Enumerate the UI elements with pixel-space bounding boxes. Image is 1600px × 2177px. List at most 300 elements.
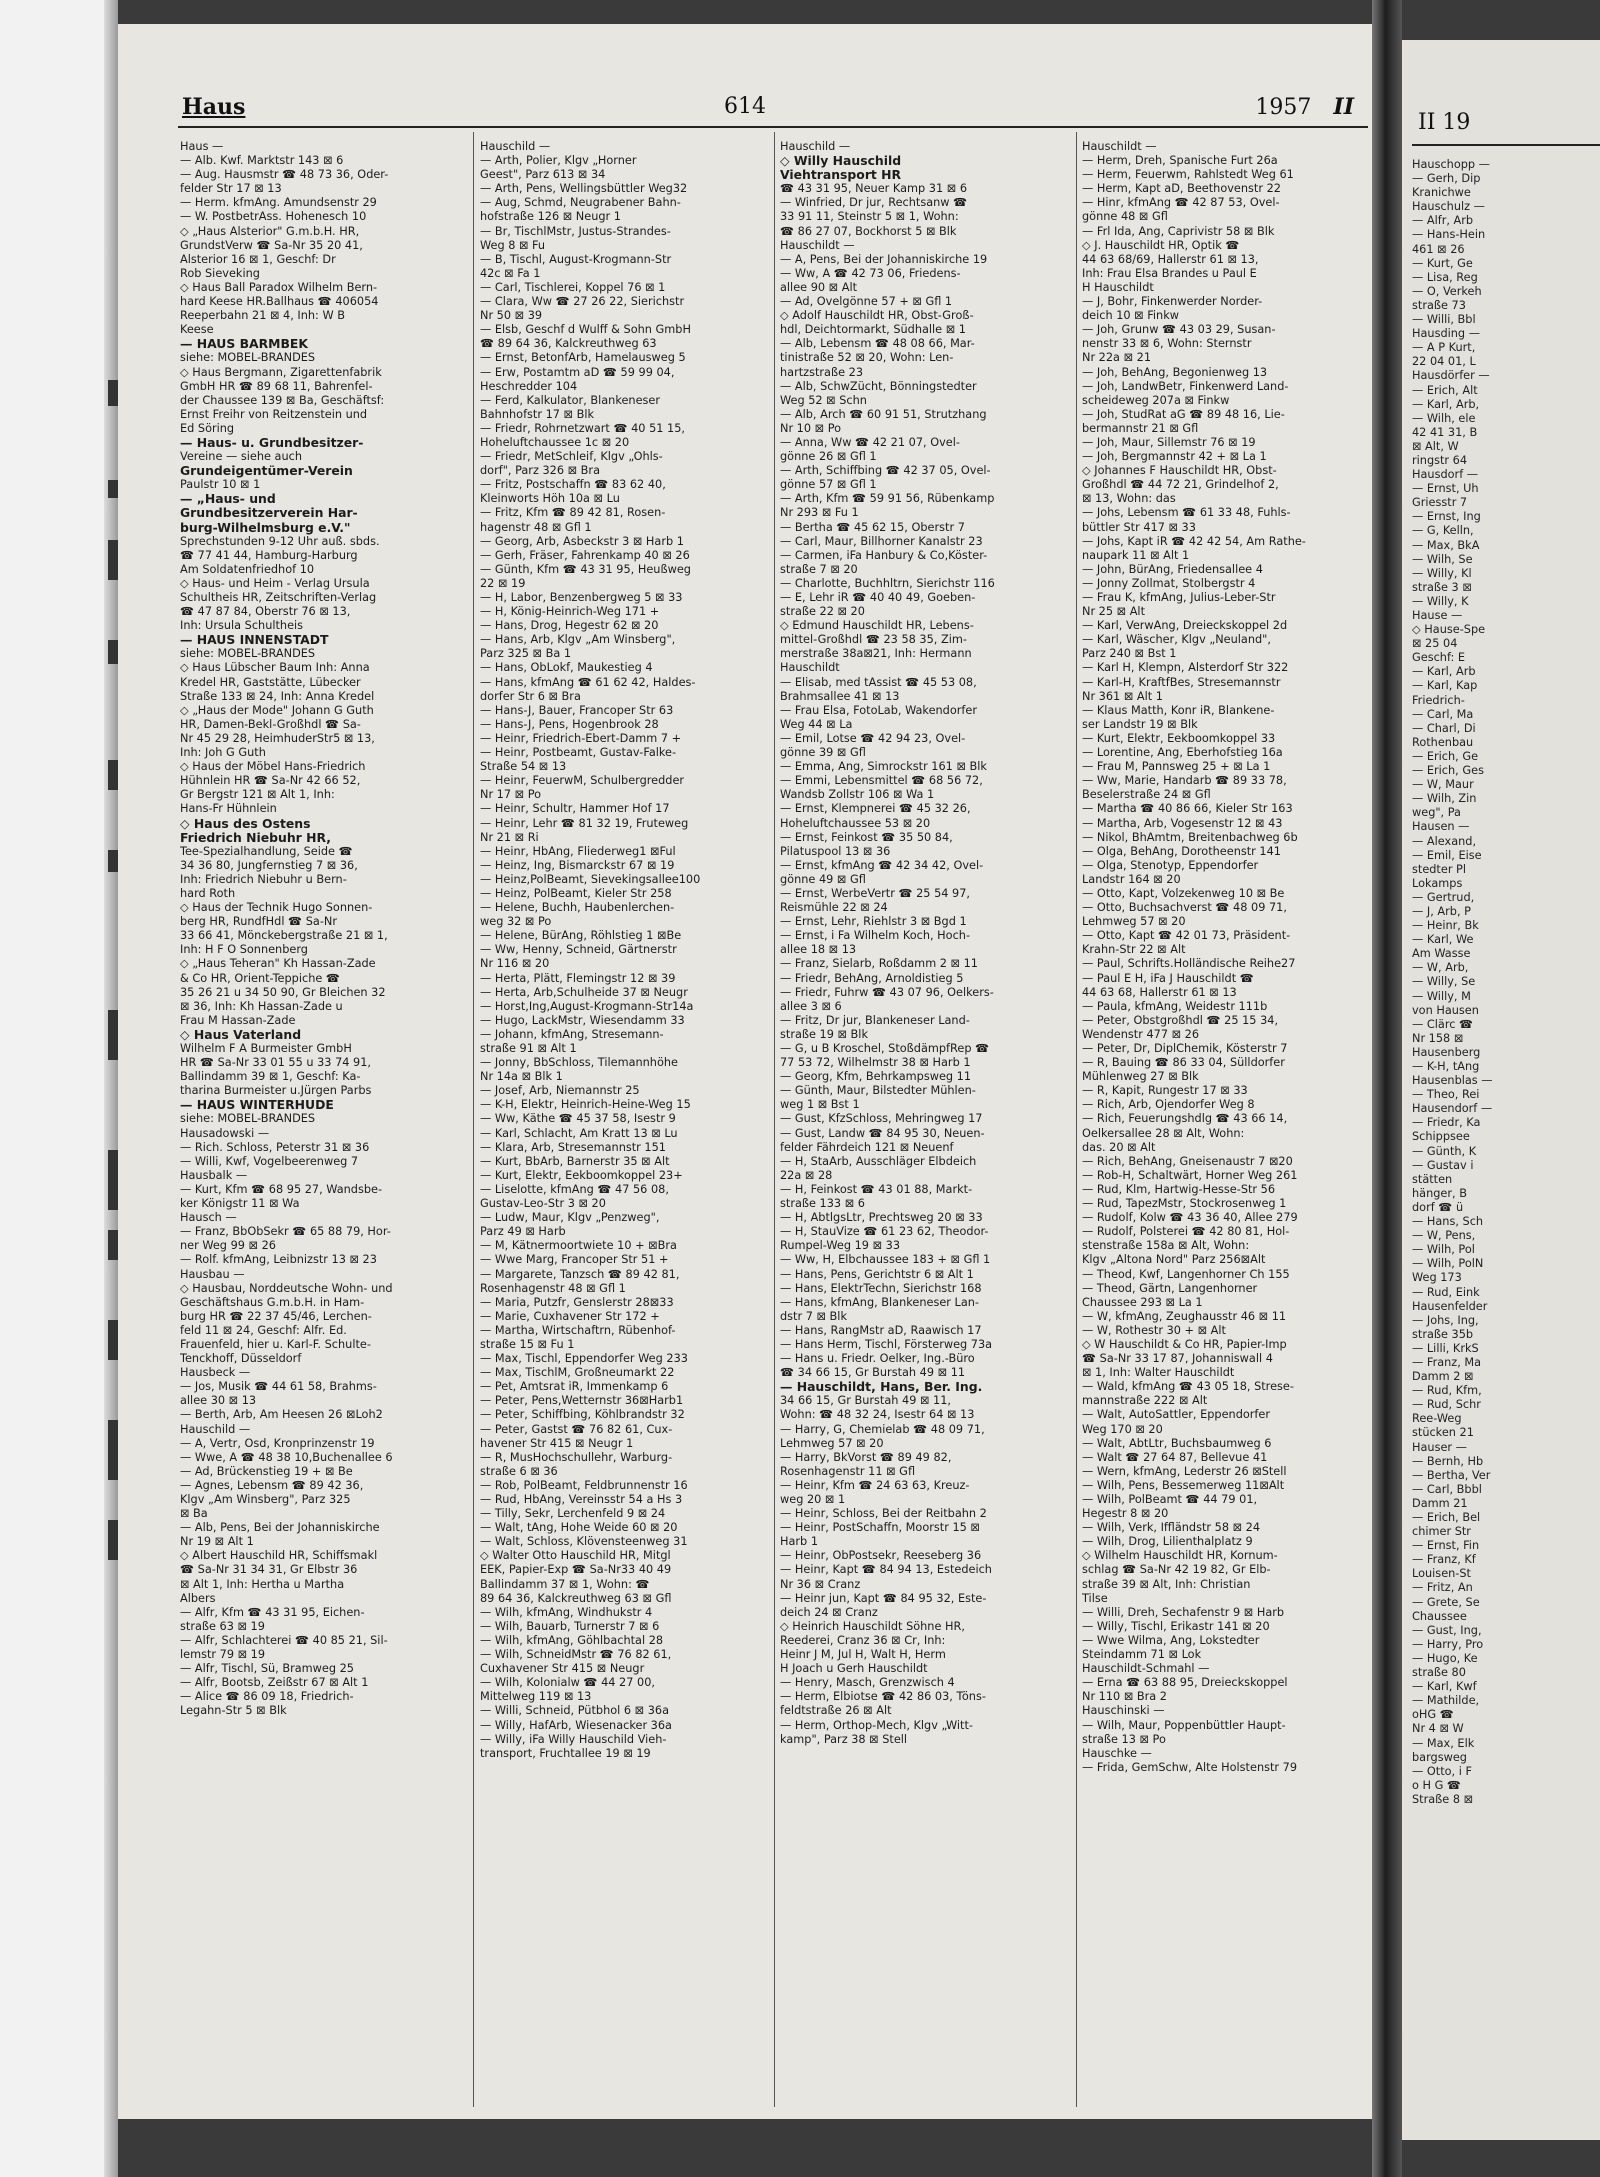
directory-entry-line: hard Keese HR.Ballhaus ☎ 406054 <box>180 295 379 309</box>
directory-entry-line: — Günth, Kfm ☎ 43 31 95, Heußweg <box>480 562 691 576</box>
directory-entry-line: Hausadowski — <box>180 1126 270 1140</box>
facing-entry-line: — Erich, Alt <box>1412 383 1478 397</box>
year: 1957 <box>1255 95 1312 120</box>
directory-entry-line: Reismühle 22 ⊠ 24 <box>780 901 888 915</box>
directory-entry-line: Ballindamm 37 ⊠ 1, Wohn: ☎ <box>480 1577 650 1591</box>
directory-entry-line: 44 63 68/69, Hallerstr 61 ⊠ 13, <box>1082 252 1259 266</box>
facing-entry-line: — Rud, Kfm, <box>1412 1384 1482 1398</box>
facing-entry-line: — Ernst, Ing <box>1412 510 1481 524</box>
directory-entry-line: GrundstVerw ☎ Sa-Nr 35 20 41, <box>180 238 363 252</box>
directory-entry-line: — Agnes, Lebensm ☎ 89 42 36, <box>180 1478 364 1492</box>
facing-entry-line: — Carl, Bbbl <box>1412 1482 1482 1496</box>
directory-entry-line: Hausch — <box>180 1211 237 1225</box>
facing-entry-line: — Erich, Bel <box>1412 1511 1481 1524</box>
directory-entry-line: — Joh, Bergmannstr 42 + ⊠ La 1 <box>1082 450 1267 464</box>
directory-entry-line: Landstr 164 ⊠ 20 <box>1082 872 1181 886</box>
facing-entry-line: — K-H, tAng <box>1412 1060 1480 1073</box>
directory-entry-line: siehe: MOBEL-BRANDES <box>180 1112 316 1126</box>
directory-entry-line: Heinr J M, Jul H, Walt H, Herm <box>780 1648 946 1662</box>
facing-entry-line: — Hans-Hein <box>1412 228 1486 242</box>
directory-entry-line: Hauschild — <box>780 140 851 153</box>
directory-entry-line: — Heinr jun, Kapt ☎ 84 95 32, Este- <box>780 1591 987 1605</box>
directory-entry-line: — Alfr, Kfm ☎ 43 31 95, Eichen- <box>180 1605 365 1619</box>
directory-entry-line: Hegestr 8 ⊠ 20 <box>1082 1507 1169 1521</box>
directory-entry-line: — Otto, Kapt ☎ 42 01 73, Präsident- <box>1082 929 1291 943</box>
directory-entry-line: — Heinr, ObPostsekr, Reeseberg 36 <box>780 1549 982 1563</box>
directory-entry-line: berg HR, RundfHdl ☎ Sa-Nr <box>180 915 337 929</box>
directory-entry-line: 22 ⊠ 19 <box>480 576 526 590</box>
directory-entry-line: — Heinz,PolBeamt, Sievekingsallee100 <box>480 872 701 886</box>
directory-entry-line: — Liselotte, kfmAng ☎ 47 56 08, <box>480 1182 669 1196</box>
directory-entry-line: — Rob, PolBeamt, Feldbrunnenstr 16 <box>480 1478 688 1492</box>
directory-entry-line: — Kurt, Elektr, Eekboomkoppel 23+ <box>480 1168 683 1182</box>
directory-entry-line: — Theod, Gärtn, Langenhorner <box>1082 1281 1258 1295</box>
edge-mark <box>108 1230 118 1260</box>
directory-entry-line: Hausbalk — <box>180 1168 248 1182</box>
facing-entry-line: Hausenfelder <box>1412 1299 1488 1313</box>
directory-entry-line: lemstr 79 ⊠ 19 <box>180 1648 266 1662</box>
directory-entry-line: — Alfr, Schlachterei ☎ 40 85 21, Sil- <box>180 1633 388 1647</box>
directory-entry-line: — Erw, Postamtm aD ☎ 59 99 04, <box>480 365 675 379</box>
directory-entry-line: Straße 54 ⊠ 13 <box>480 760 567 774</box>
directory-entry-line: Rosenhagenstr 48 ⊠ Gfl 1 <box>480 1281 626 1295</box>
directory-entry-line: — Arth, Kfm ☎ 59 91 56, Rübenkamp <box>780 492 995 506</box>
directory-entry-line: Hauschildt-Schmahl — <box>1082 1662 1210 1676</box>
directory-entry-line: — Heinr, PostSchaffn, Moorstr 15 ⊠ <box>780 1521 980 1535</box>
directory-entry-line: gönne 48 ⊠ Gfl <box>1082 210 1168 224</box>
directory-entry-line: schlag ☎ Sa-Nr 42 19 82, Gr Elb- <box>1082 1563 1271 1577</box>
directory-entry-line: Tee-Spezialhandlung, Seide ☎ <box>180 844 353 858</box>
directory-entry-line: Nr 21 ⊠ Ri <box>480 830 539 844</box>
directory-entry-line: — Fritz, Kfm ☎ 89 42 81, Rosen- <box>480 506 666 520</box>
facing-entry-line: hänger, B <box>1412 1186 1467 1200</box>
directory-entry-line: — Peter, Schiffbing, Köhlbrandstr 32 <box>480 1408 685 1422</box>
directory-entry-line: 42c ⊠ Fa 1 <box>480 266 541 280</box>
directory-entry-line: büttler Str 417 ⊠ 33 <box>1082 520 1196 534</box>
directory-entry-line: ◇ W Hauschildt & Co HR, Papier-Imp <box>1082 1337 1287 1351</box>
directory-entry-line: felder Str 17 ⊠ 13 <box>180 182 282 196</box>
directory-entry-line: Grundbesitzerverein Har- <box>180 505 358 521</box>
directory-entry-line: — A, Vertr, Osd, Kronprinzenstr 19 <box>180 1436 375 1450</box>
directory-entry-line: straße 15 ⊠ Fu 1 <box>480 1337 575 1351</box>
directory-entry-line: Geschäftshaus G.m.b.H. in Ham- <box>180 1295 365 1309</box>
directory-entry-line: Nr 25 ⊠ Alt <box>1082 605 1146 619</box>
facing-entry-line: — Wilh, Zin <box>1412 792 1477 806</box>
directory-entry-line: Steindamm 71 ⊠ Lok <box>1082 1648 1202 1662</box>
directory-entry-line: — Georg, Kfm, Behrkampsweg 11 <box>780 1070 972 1084</box>
directory-entry-line: — Rudolf, Kolw ☎ 43 36 40, Allee 279 <box>1082 1211 1298 1225</box>
directory-entry-line: Kredel HR, Gaststätte, Lübecker <box>180 675 361 689</box>
facing-entry-line: Friedrich- <box>1412 693 1465 707</box>
directory-entry-line: — Rich, BehAng, Gneisenaustr 7 ⊠20 <box>1082 1154 1293 1168</box>
directory-entry-line: — A, Pens, Bei der Johanniskirche 19 <box>780 252 988 266</box>
directory-entry-line: — Anna, Ww ☎ 42 21 07, Ovel- <box>780 435 960 449</box>
facing-entry-line: Griesstr 7 <box>1412 496 1468 510</box>
directory-entry-line: — Willi, Kwf, Vogelbeerenweg 7 <box>180 1154 359 1168</box>
directory-entry-line: — Emma, Ang, Simrockstr 161 ⊠ Blk <box>780 760 987 774</box>
directory-entry-line: Hauschildt <box>780 661 840 675</box>
directory-entry-line: Hoheluftchaussee 1c ⊠ 20 <box>480 435 630 449</box>
directory-entry-line: — Martha ☎ 40 86 66, Kieler Str 163 <box>1082 802 1293 816</box>
directory-entry-line: hagenstr 48 ⊠ Gfl 1 <box>480 520 592 534</box>
directory-entry-line: straße 22 ⊠ 20 <box>780 605 865 619</box>
directory-entry-line: 22a ⊠ 28 <box>780 1168 833 1182</box>
directory-entry-line: — Frau Elsa, FotoLab, Wakendorfer <box>780 703 977 717</box>
directory-entry-line: — Herm, Elbiotse ☎ 42 86 03, Töns- <box>780 1690 986 1704</box>
directory-entry-line: Frau M Hassan-Zade <box>180 1013 296 1027</box>
facing-entry-line: — Karl, Kwf <box>1412 1680 1477 1694</box>
directory-entry-line: — Hans-J, Pens, Hogenbrook 28 <box>480 717 659 731</box>
directory-entry-line: — Jonny Zollmat, Stolbergstr 4 <box>1082 576 1256 590</box>
directory-entry-line: Hühnlein HR ☎ Sa-Nr 42 66 52, <box>180 774 361 788</box>
directory-entry-line: — Ernst, kfmAng ☎ 42 34 42, Ovel- <box>780 858 984 872</box>
directory-entry-line: — Jonny, BbSchloss, Tilemannhöhe <box>480 1056 678 1070</box>
directory-entry-line: — Hans, RangMstr aD, Raawisch 17 <box>780 1323 982 1337</box>
directory-entry-line: ◇ Haus des Ostens <box>180 815 311 831</box>
directory-entry-line: — Helene, BürAng, Röhlstieg 1 ⊠Be <box>480 929 682 943</box>
directory-entry-line: — HAUS BARMBEK <box>180 336 308 352</box>
facing-entry-line: — Franz, Kf <box>1412 1553 1476 1567</box>
column-divider <box>473 132 474 2107</box>
directory-entry-line: — Wwe Wilma, Ang, Lokstedter <box>1082 1633 1260 1647</box>
directory-entry-line: — Paula, kfmAng, Weidestr 111b <box>1082 999 1268 1013</box>
directory-entry-line: — Ww, Henny, Schneid, Gärtnerstr <box>480 943 677 957</box>
directory-entry-line: — Max, TischlM, Großneumarkt 22 <box>480 1366 675 1380</box>
facing-entry-line: Lokamps <box>1412 876 1463 890</box>
directory-entry-line: Hauschildt — <box>1082 140 1157 153</box>
directory-entry-line: GmbH HR ☎ 89 68 11, Bahrenfel- <box>180 379 373 393</box>
directory-entry-line: Hoheluftchaussee 53 ⊠ 20 <box>780 816 931 830</box>
directory-entry-line: — Walt ☎ 27 64 87, Bellevue 41 <box>1082 1450 1268 1464</box>
directory-entry-line: EEK, Papier-Exp ☎ Sa-Nr33 40 49 <box>480 1563 672 1577</box>
directory-entry-line: — Theod, Kwf, Langenhorner Ch 155 <box>1082 1267 1290 1281</box>
directory-entry-line: — Wilh, Bauarb, Turnerstr 7 ⊠ 6 <box>480 1619 660 1633</box>
facing-entry-line: — W, Maur <box>1412 778 1474 792</box>
directory-entry-line: Kleinworts Höh 10a ⊠ Lu <box>480 492 620 506</box>
directory-entry-line: tharina Burmeister u.Jürgen Parbs <box>180 1084 372 1098</box>
directory-entry-line: ◇ Haus Bergmann, Zigarettenfabrik <box>180 365 382 379</box>
directory-entry-line: — Nikol, BhAmtm, Breitenbachweg 6b <box>1082 830 1298 844</box>
directory-entry-line: — Willy, Tischl, Erikastr 141 ⊠ 20 <box>1082 1619 1270 1633</box>
directory-entry-line: — Hans, Pens, Gerichtstr 6 ⊠ Alt 1 <box>780 1267 974 1281</box>
facing-entry-line: — Charl, Di <box>1412 721 1476 735</box>
facing-entry-line: — Gust, Ing, <box>1412 1623 1482 1637</box>
directory-entry-line: ◇ Walter Otto Hauschild HR, Mitgl <box>480 1549 671 1563</box>
directory-entry-line: — Ad, Ovelgönne 57 + ⊠ Gfl 1 <box>780 295 953 309</box>
facing-entry-line: — W, Pens, <box>1412 1229 1476 1243</box>
directory-entry-line: — Martha, Arb, Vogesenstr 12 ⊠ 43 <box>1082 816 1283 830</box>
facing-entry-line: 42 41 31, B <box>1412 425 1478 439</box>
directory-entry-line: — Lorentine, Ang, Eberhofstieg 16a <box>1082 746 1283 760</box>
directory-entry-line: — Walt, AutoSattler, Eppendorfer <box>1082 1408 1270 1422</box>
directory-entry-line: — Wilh, kfmAng, Göhlbachtal 28 <box>480 1633 664 1647</box>
facing-entry-line: Rothenbau <box>1412 735 1474 749</box>
directory-entry-line: — Herm, Kapt aD, Beethovenstr 22 <box>1082 182 1281 196</box>
directory-entry-line: — Heinr, HbAng, Fliederweg1 ⊠Ful <box>480 844 676 858</box>
directory-entry-line: — Alice ☎ 86 09 18, Friedrich- <box>180 1690 354 1704</box>
directory-entry-line: — Peter, Pens,Wetternstr 36⊠Harb1 <box>480 1394 684 1408</box>
facing-entry-line: — Gerh, Dip <box>1412 172 1481 186</box>
directory-entry-line: — Rudolf, Polsterei ☎ 42 80 81, Hol- <box>1082 1225 1290 1239</box>
directory-entry-line: Oelkersallee 28 ⊠ Alt, Wohn: <box>1082 1126 1245 1140</box>
page-number: 614 <box>724 94 766 119</box>
facing-entry-line: — Willy, Se <box>1412 975 1476 989</box>
directory-entry-line: — Heinr, Schloss, Bei der Reitbahn 2 <box>780 1507 987 1521</box>
directory-entry-line: Gustav-Leo-Str 3 ⊠ 20 <box>480 1197 606 1211</box>
volume: II <box>1333 94 1354 120</box>
directory-entry-line: Bahnhofstr 17 ⊠ Blk <box>480 407 595 421</box>
directory-entry-line: ◇ Wilhelm Hauschildt HR, Kornum- <box>1082 1549 1278 1563</box>
directory-entry-line: felder Fährdeich 121 ⊠ Neuenf <box>780 1140 954 1154</box>
directory-entry-line: — R, MusHochschullehr, Warburg- <box>480 1450 673 1464</box>
directory-entry-line: — Ernst, Feinkost ☎ 35 50 84, <box>780 830 953 844</box>
directory-entry-line: transport, Fruchtallee 19 ⊠ 19 <box>480 1746 651 1760</box>
directory-entry-line: — Rolf. kfmAng, Leibnizstr 13 ⊠ 23 <box>180 1253 377 1267</box>
directory-entry-line: Hans-Fr Hühnlein <box>180 802 277 816</box>
directory-entry-line: — Wwe Marg, Francoper Str 51 + <box>480 1253 669 1267</box>
facing-entry-line: — Wilh, ele <box>1412 411 1476 425</box>
directory-entry-line: — Heinz, Ing, Bismarckstr 67 ⊠ 19 <box>480 858 675 872</box>
facing-entry-line: — Emil, Eise <box>1412 848 1482 862</box>
directory-entry-line: — Joh, BehAng, Begonienweg 13 <box>1082 365 1268 379</box>
facing-entry-line: Schippsee <box>1412 1130 1470 1144</box>
facing-entry-line: Damm 2 ⊠ <box>1412 1370 1474 1384</box>
directory-entry-line: — Georg, Arb, Asbeckstr 3 ⊠ Harb 1 <box>480 534 684 548</box>
directory-entry-line: Rob Sieveking <box>180 266 260 280</box>
directory-entry-line: — Henry, Masch, Grenzwisch 4 <box>780 1676 955 1690</box>
directory-entry-line: Hauschildt — <box>780 238 855 252</box>
directory-entry-line: ⊠ Alt 1, Inh: Hertha u Martha <box>180 1577 345 1591</box>
directory-entry-line: — E, Lehr iR ☎ 40 40 49, Goeben- <box>780 591 976 604</box>
directory-entry-line: — Jos, Musik ☎ 44 61 58, Brahms- <box>180 1380 377 1394</box>
directory-entry-line: Pilatuspool 13 ⊠ 36 <box>780 844 891 858</box>
directory-entry-line: — Frida, GemSchw, Alte Holstenstr 79 <box>1082 1760 1298 1774</box>
directory-entry-line: — Wilh, kfmAng, Windhukstr 4 <box>480 1605 653 1619</box>
directory-entry-line: Tenckhoff, Düsseldorf <box>180 1352 302 1366</box>
edge-mark <box>108 850 118 872</box>
directory-entry-line: — John, BürAng, Friedensallee 4 <box>1082 562 1263 576</box>
directory-entry-line: ◇ Hausbau, Norddeutsche Wohn- und <box>180 1281 393 1295</box>
directory-entry-line: Friedrich Niebuhr HR, <box>180 829 331 845</box>
directory-entry-line: gönne 26 ⊠ Gfl 1 <box>780 450 877 464</box>
directory-entry-line: Lehmweg 57 ⊠ 20 <box>1082 915 1186 929</box>
directory-entry-line: Hauschild — <box>480 140 551 153</box>
directory-entry-line: Nr 293 ⊠ Fu 1 <box>780 506 859 520</box>
directory-entry-line: — R, Bauing ☎ 86 33 04, Sülldorfer <box>1082 1056 1285 1070</box>
directory-entry-line: — Fritz, Dr jur, Blankeneser Land- <box>780 1013 970 1027</box>
directory-entry-line: ◇ Haus- und Heim - Verlag Ursula <box>180 576 370 590</box>
facing-entry-line: Hauser — <box>1412 1440 1467 1454</box>
directory-entry-line: — Heinr, Kapt ☎ 84 94 13, Estedeich <box>780 1563 992 1577</box>
directory-entry-line: — Ernst, Klempnerei ☎ 45 32 26, <box>780 802 971 816</box>
directory-entry-line: — Franz, Sielarb, Roßdamm 2 ⊠ 11 <box>780 957 978 971</box>
facing-entry-line: Hausendorf — <box>1412 1102 1493 1116</box>
directory-entry-line: 44 63 68, Hallerstr 61 ⊠ 13 <box>1082 985 1237 999</box>
directory-entry-line: Straße 133 ⊠ 24, Inh: Anna Kredel <box>180 689 375 703</box>
facing-entry-line: straße 73 <box>1412 298 1466 312</box>
facing-entry-line: — Heinr, Bk <box>1412 919 1479 933</box>
directory-entry-line: 34 66 15, Gr Burstah 49 ⊠ 11, <box>780 1394 952 1408</box>
directory-entry-line: — Hugo, LackMstr, Wiesendamm 33 <box>480 1013 685 1027</box>
directory-entry-line: — Friedr, Rohrnetzwart ☎ 40 51 15, <box>480 421 686 435</box>
directory-entry-line: Parz 240 ⊠ Bst 1 <box>1082 647 1177 661</box>
directory-entry-line: gönne 39 ⊠ Gfl <box>780 746 866 760</box>
directory-entry-line: ner Weg 99 ⊠ 26 <box>180 1239 276 1253</box>
facing-entry-line: oHG ☎ <box>1412 1708 1454 1722</box>
directory-entry-line: Sprechstunden 9-12 Uhr auß. sbds. <box>180 534 380 548</box>
directory-entry-line: — Herm, Feuerwm, Rahlstedt Weg 61 <box>1082 168 1294 182</box>
directory-entry-line: Lehmweg 57 ⊠ 20 <box>780 1436 884 1450</box>
directory-entry-line: Wendenstr 477 ⊠ 26 <box>1082 1027 1200 1041</box>
directory-entry-line: — Gerh, Fräser, Fahrenkamp 40 ⊠ 26 <box>480 548 690 562</box>
facing-entry-line: bargsweg <box>1412 1750 1467 1764</box>
facing-entry-line: stätten <box>1412 1172 1453 1186</box>
facing-entry-line: — Wilh, PolN <box>1412 1257 1484 1271</box>
directory-entry-line: Ernst Freihr von Reitzenstein und <box>180 407 368 421</box>
left-page-edge <box>0 0 118 2177</box>
directory-entry-line: — B, Tischl, August-Krogmann-Str <box>480 252 672 266</box>
facing-entry-line: von Hausen <box>1412 1003 1479 1017</box>
facing-entry-line: ringstr 64 <box>1412 453 1468 467</box>
directory-entry-line: feld 11 ⊠ 24, Geschf: Alfr. Ed. <box>180 1323 347 1337</box>
facing-entry-line: Nr 158 ⊠ <box>1412 1031 1464 1045</box>
directory-entry-line: Mittelweg 119 ⊠ 13 <box>480 1690 592 1704</box>
directory-entry-line: — Ad, Brückenstieg 19 + ⊠ Be <box>180 1464 353 1478</box>
directory-entry-line: Weg 44 ⊠ La <box>780 717 853 731</box>
facing-entry-line: straße 3 ⊠ <box>1412 580 1472 594</box>
directory-entry-line: — Herta, Plätt, Flemingstr 12 ⊠ 39 <box>480 971 676 985</box>
directory-entry-line: ◇ Heinrich Hauschildt Söhne HR, <box>780 1619 965 1633</box>
facing-entry-line: ⊠ Alt, W <box>1412 439 1459 453</box>
facing-entry-line: — Mathilde, <box>1412 1694 1480 1708</box>
directory-entry-line: Ballindamm 39 ⊠ 1, Geschf: Ka- <box>180 1070 361 1084</box>
facing-entry-line: Hausenberg <box>1412 1045 1481 1059</box>
directory-entry-line: Krahn-Str 22 ⊠ Alt <box>1082 943 1186 957</box>
directory-entry-line: ⊠ Ba <box>180 1507 208 1521</box>
directory-entry-line: — Walt, AbtLtr, Buchsbaumweg 6 <box>1082 1436 1272 1450</box>
facing-entry-line: Geschf: E <box>1412 651 1466 665</box>
directory-entry-line: straße 13 ⊠ Po <box>1082 1732 1166 1746</box>
facing-entry-line: — Karl, We <box>1412 933 1474 947</box>
directory-entry-line: — Helene, Buchh, Haubenlerchen- <box>480 901 675 915</box>
facing-entry-line: — Carl, Ma <box>1412 707 1474 721</box>
directory-entry-line: ☎ 47 87 84, Oberstr 76 ⊠ 13, <box>180 605 351 619</box>
directory-entry-line: — Ernst, BetonfArb, Hamelausweg 5 <box>480 351 686 365</box>
directory-entry-line: — Willy, HafArb, Wiesenacker 36a <box>480 1718 672 1732</box>
facing-entry-line: Hausdorf — <box>1412 468 1479 482</box>
directory-entry-line: — Herm. kfmAng. Amundsenstr 29 <box>180 196 377 210</box>
directory-entry-line: ker Königstr 11 ⊠ Wa <box>180 1197 300 1211</box>
directory-entry-line: — Ww, A ☎ 42 73 06, Friedens- <box>780 266 961 280</box>
column-divider <box>1076 132 1077 2107</box>
directory-entry-line: der Chaussee 139 ⊠ Ba, Geschäftsf: <box>180 393 385 407</box>
directory-entry-line: Nr 14a ⊠ Blk 1 <box>480 1070 563 1084</box>
directory-entry-line: 34 36 80, Jungfernstieg 7 ⊠ 36, <box>180 858 358 872</box>
directory-entry-line: — Wwe, A ☎ 48 38 10,Buchenallee 6 <box>180 1450 393 1464</box>
directory-column-3 <box>780 140 1072 2100</box>
directory-entry-line: — Harry, G, Chemielab ☎ 48 09 71, <box>780 1422 985 1436</box>
edge-mark <box>108 1320 118 1360</box>
directory-entry-line: 77 53 72, Wilhelmstr 38 ⊠ Harb 1 <box>780 1056 971 1070</box>
directory-entry-line: — Wilh, SchneidMstr ☎ 76 82 61, <box>480 1648 672 1662</box>
directory-entry-line: — Ernst, Lehr, Riehlstr 3 ⊠ Bgd 1 <box>780 915 967 929</box>
directory-entry-line: Viehtransport HR <box>780 167 902 183</box>
directory-entry-line: — Hinr, kfmAng ☎ 42 87 53, Ovel- <box>1082 196 1280 210</box>
directory-entry-line: hdl, Deichtormarkt, Südhalle ⊠ 1 <box>780 323 966 337</box>
directory-entry-line: — Max, Tischl, Eppendorfer Weg 233 <box>480 1352 688 1366</box>
directory-entry-line: ◇ Johannes F Hauschildt HR, Obst- <box>1082 464 1277 478</box>
facing-entry-line: stücken 21 <box>1412 1426 1474 1440</box>
directory-entry-line: — Berth, Arb, Am Heesen 26 ⊠Loh2 <box>180 1408 383 1422</box>
directory-entry-line: Mühlenweg 27 ⊠ Blk <box>1082 1070 1199 1084</box>
directory-entry-line: Weg 52 ⊠ Schn <box>780 393 867 407</box>
directory-entry-line: — Rich, Feuerungshdlg ☎ 43 66 14, <box>1082 1112 1288 1126</box>
directory-entry-line: — Maria, Putzfr, Genslerstr 28⊠33 <box>480 1295 674 1309</box>
facing-entry-line: chimer Str <box>1412 1525 1471 1539</box>
directory-entry-line: Schultheis HR, Zeitschriften-Verlag <box>180 591 377 604</box>
directory-entry-line: mannstraße 222 ⊠ Alt <box>1082 1394 1208 1408</box>
directory-entry-line: ⊠ 36, Inh: Kh Hassan-Zade u <box>180 999 343 1013</box>
directory-entry-line: Chaussee 293 ⊠ La 1 <box>1082 1295 1203 1309</box>
directory-entry-line: — Bertha ☎ 45 62 15, Oberstr 7 <box>780 520 965 534</box>
directory-entry-line: — Frau M, Pannsweg 25 + ⊠ La 1 <box>1082 760 1271 774</box>
directory-entry-line: straße 133 ⊠ 6 <box>780 1197 865 1211</box>
directory-entry-line: — Peter, Obstgroßhdl ☎ 25 15 34, <box>1082 1013 1279 1027</box>
directory-entry-line: ◇ Willy Hauschild <box>780 153 902 169</box>
directory-entry-line: Reederei, Cranz 36 ⊠ Cr, Inh: <box>780 1633 946 1647</box>
directory-entry-line: Am Soldatenfriedhof 10 <box>180 562 315 576</box>
directory-entry-line: — Fritz, Postschaffn ☎ 83 62 40, <box>480 478 666 492</box>
directory-entry-line: — Elsb, Geschf d Wulff & Sohn GmbH <box>480 323 691 337</box>
directory-entry-line: — Heinz, PolBeamt, Kieler Str 258 <box>480 886 672 900</box>
directory-entry-line: ☎ 89 64 36, Kalckreuthweg 63 <box>480 337 657 351</box>
directory-entry-line: — Peter, Dr, DiplChemik, Kösterstr 7 <box>1082 1042 1288 1055</box>
directory-entry-line: — Wilh, Kolonialw ☎ 44 27 00, <box>480 1676 655 1690</box>
facing-entry-line: straße 80 <box>1412 1666 1466 1680</box>
directory-entry-line: Rumpel-Weg 19 ⊠ 33 <box>780 1239 901 1253</box>
facing-entry-line: — Willy, K <box>1412 594 1469 608</box>
facing-entry-line: 22 04 01, L <box>1412 355 1476 369</box>
directory-entry-line: — H, StauVize ☎ 61 23 62, Theodor- <box>780 1225 989 1239</box>
directory-entry-line: — Willy, iFa Willy Hauschild Vieh- <box>480 1732 667 1746</box>
directory-entry-line: Wilhelm F A Burmeister GmbH <box>180 1042 352 1055</box>
directory-entry-line: Nr 45 29 28, HeimhuderStr5 ⊠ 13, <box>180 731 375 745</box>
directory-entry-line: tinistraße 52 ⊠ 20, Wohn: Len- <box>780 351 954 365</box>
directory-entry-line: — H, Feinkost ☎ 43 01 88, Markt- <box>780 1182 973 1196</box>
directory-entry-line: Nr 19 ⊠ Alt 1 <box>180 1535 254 1549</box>
directory-entry-line: — Wilh, Verk, Iffländstr 58 ⊠ 24 <box>1082 1521 1261 1535</box>
directory-entry-line: — HAUS WINTERHUDE <box>180 1097 334 1113</box>
facing-entry-line: — Max, Elk <box>1412 1736 1475 1750</box>
directory-entry-line: — Ww, Käthe ☎ 45 37 58, Isestr 9 <box>480 1112 676 1126</box>
edge-mark <box>108 760 118 790</box>
directory-entry-line: dorf", Parz 326 ⊠ Bra <box>480 464 601 478</box>
directory-entry-line: Wohn: ☎ 48 32 24, Isestr 64 ⊠ 13 <box>780 1408 975 1422</box>
facing-entry-line: — Hans, Sch <box>1412 1215 1484 1229</box>
directory-entry-line: Ed Söring <box>180 421 235 435</box>
directory-entry-line: — Hans, Drog, Hegestr 62 ⊠ 20 <box>480 619 659 633</box>
directory-entry-line: straße 19 ⊠ Blk <box>780 1027 868 1041</box>
edge-mark <box>108 1010 118 1060</box>
directory-entry-line: ◇ Haus der Technik Hugo Sonnen- <box>180 901 373 915</box>
facing-page-column <box>1412 158 1600 1807</box>
directory-entry-line: ◇ Haus der Möbel Hans-Friedrich <box>180 760 366 774</box>
directory-entry-line: ☎ 77 41 44, Hamburg-Harburg <box>180 548 358 562</box>
directory-entry-line: Albers <box>180 1591 216 1605</box>
directory-entry-line: siehe: MOBEL-BRANDES <box>180 351 316 365</box>
directory-entry-line: — Rud, TapezMstr, Stockrosenweg 1 <box>1082 1197 1287 1211</box>
directory-entry-line: allee 90 ⊠ Alt <box>780 280 858 294</box>
